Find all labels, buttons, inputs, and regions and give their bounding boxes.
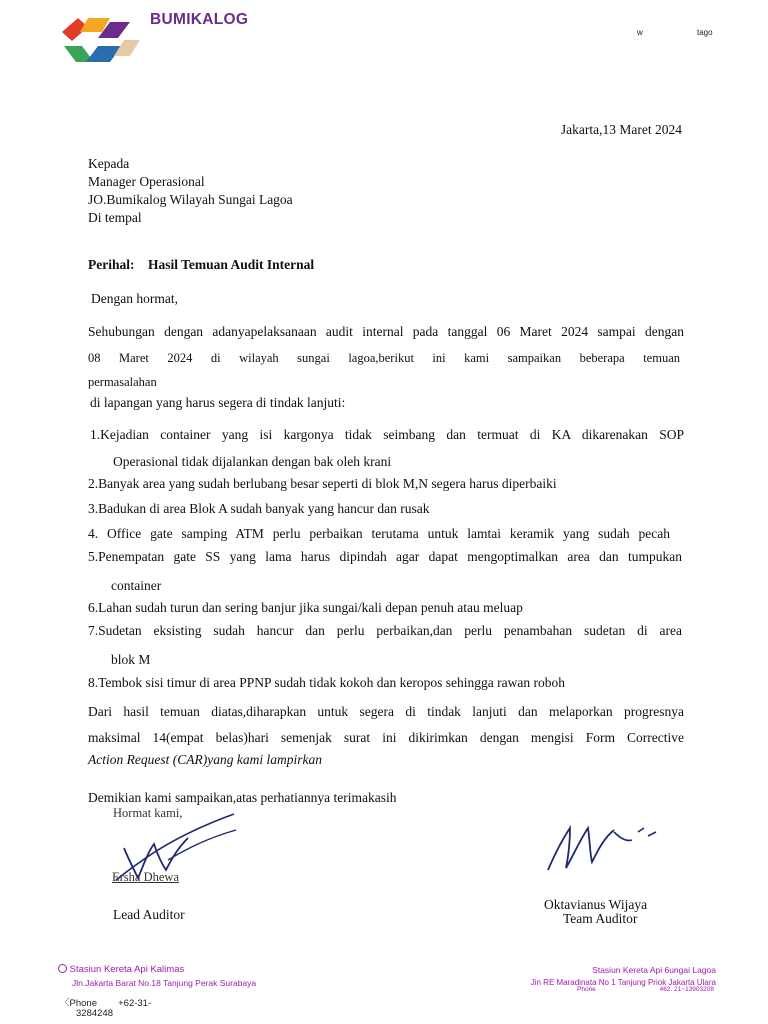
- footer-left-title: [58, 964, 184, 975]
- closing-line-1: Dari hasil temuan diatas,diharapkan untuk segera di tindak lanjuti dan melaporkan progresnya: [88, 704, 684, 719]
- recipient-line: JO.Bumikalog Wilayah Sungai Lagoa: [88, 192, 293, 207]
- finding-item-4: 4. Office gate samping ATM perlu perbaikan terutama untuk lamtai keramik yang sudah pecah: [88, 526, 670, 541]
- footer-left-phone-cont: 3284248: [76, 1008, 113, 1019]
- intro-line-4: di lapangan yang harus segera di tindak lanjuti:: [90, 395, 346, 410]
- lead-auditor-title: Lead Auditor: [113, 907, 185, 922]
- subject-line: [88, 256, 314, 274]
- closing-line-3: Action Request (CAR)yang kami lampirkan: [88, 752, 322, 767]
- subject-text: Hasil Temuan Audit Internal: [148, 257, 315, 272]
- finding-item-6: 6.Lahan sudah turun dan sering banjur jika sungai/kali depan penuh atau meluap: [88, 600, 523, 615]
- finding-item-7: 7.Sudetan eksisting sudah hancur dan perlu perbaikan,dan perlu penambahan sudetan di area: [88, 623, 682, 638]
- company-logo: [58, 10, 263, 68]
- team-auditor-signature-icon: [540, 818, 665, 878]
- corner-mark-right: tago: [697, 28, 713, 37]
- finding-item-5-cont: container: [111, 578, 162, 593]
- brand-name: BUMIKALOG: [150, 11, 249, 28]
- stamp-name: Ersha Dhewa: [112, 870, 179, 884]
- footer-right-phone-label: Phone: [577, 986, 596, 993]
- finding-item-5: 5.Penempatan gate SS yang lama harus dipindah agar dapat mengoptimalkan area dan tumpukan: [88, 549, 682, 564]
- greeting: Dengan hormat,: [91, 291, 178, 306]
- team-auditor-name: Oktavianus Wijaya: [544, 897, 648, 912]
- finding-item-8: 8.Tembok sisi timur di area PPNP sudah tidak kokoh dan keropos sehingga rawan roboh: [88, 675, 565, 690]
- location-pin-icon: [58, 964, 67, 973]
- corner-mark-left: w: [637, 28, 643, 37]
- place-date: Jakarta,13 Maret 2024: [560, 122, 682, 137]
- footer-right-address: Jin RE Maradinata No 1 Tanjung Priok Jakarta Ulara: [530, 978, 716, 987]
- recipient-block: [88, 155, 293, 227]
- logo-mark-icon: [58, 10, 148, 68]
- finding-item-1-cont: Operasional tidak dijalankan dengan bak oleh krani: [113, 454, 392, 469]
- footer-right-phone: 462. 21~13903208: [659, 986, 714, 993]
- thanks-line: Demikian kami sampaikan,atas perhatiannya terimakasih: [88, 790, 397, 805]
- finding-item-2: 2.Banyak area yang sudah berlubang besar seperti di blok M,N segera harus diperbaiki: [88, 476, 557, 491]
- finding-item-1: 1.Kejadian container yang isi kargonya tidak seimbang dan termuat di KA dikarenakan SOP: [90, 427, 684, 442]
- team-auditor-title: Team Auditor: [563, 911, 638, 926]
- footer-right-title: Stasiun Kereta Api 6ungai Lagoa: [592, 965, 716, 975]
- recipient-line: Di tempal: [88, 210, 142, 225]
- recipient-line: Manager Operasional: [88, 174, 205, 189]
- stamp-top-text: Hormat kami,: [113, 806, 183, 820]
- footer-left-phone: [60, 995, 151, 1009]
- footer-left-address: Jln.Jakarta Barat No.18 Tanjung Perak Surabaya: [72, 978, 257, 988]
- finding-item-7-cont: blok M: [111, 652, 151, 667]
- phone-icon: 〈: [60, 998, 70, 1009]
- footer-left-phone-number: +62-31-: [118, 998, 152, 1009]
- intro-line-3: permasalahan: [88, 375, 157, 389]
- subject-label: Perihal:: [88, 257, 135, 272]
- intro-line-2: 08 Maret 2024 di wilayah sungai lagoa,berikut ini kami sampaikan beberapa temuan: [88, 351, 680, 365]
- recipient-line: Kepada: [88, 156, 130, 171]
- finding-item-3: 3.Badukan di area Blok A sudah banyak yang hancur dan rusak: [88, 501, 430, 516]
- footer-left-phone-label: Phone: [69, 998, 97, 1009]
- footer-left-title-text: Stasiun Kereta Api Kalimas: [69, 964, 185, 975]
- closing-line-2: maksimal 14(empat belas)hari semenjak surat ini dikirimkan dengan mengisi Form Corrective: [88, 730, 684, 745]
- intro-line-1: Sehubungan dengan adanyapelaksanaan audit internal pada tanggal 06 Maret 2024 sampai dengan: [88, 324, 684, 339]
